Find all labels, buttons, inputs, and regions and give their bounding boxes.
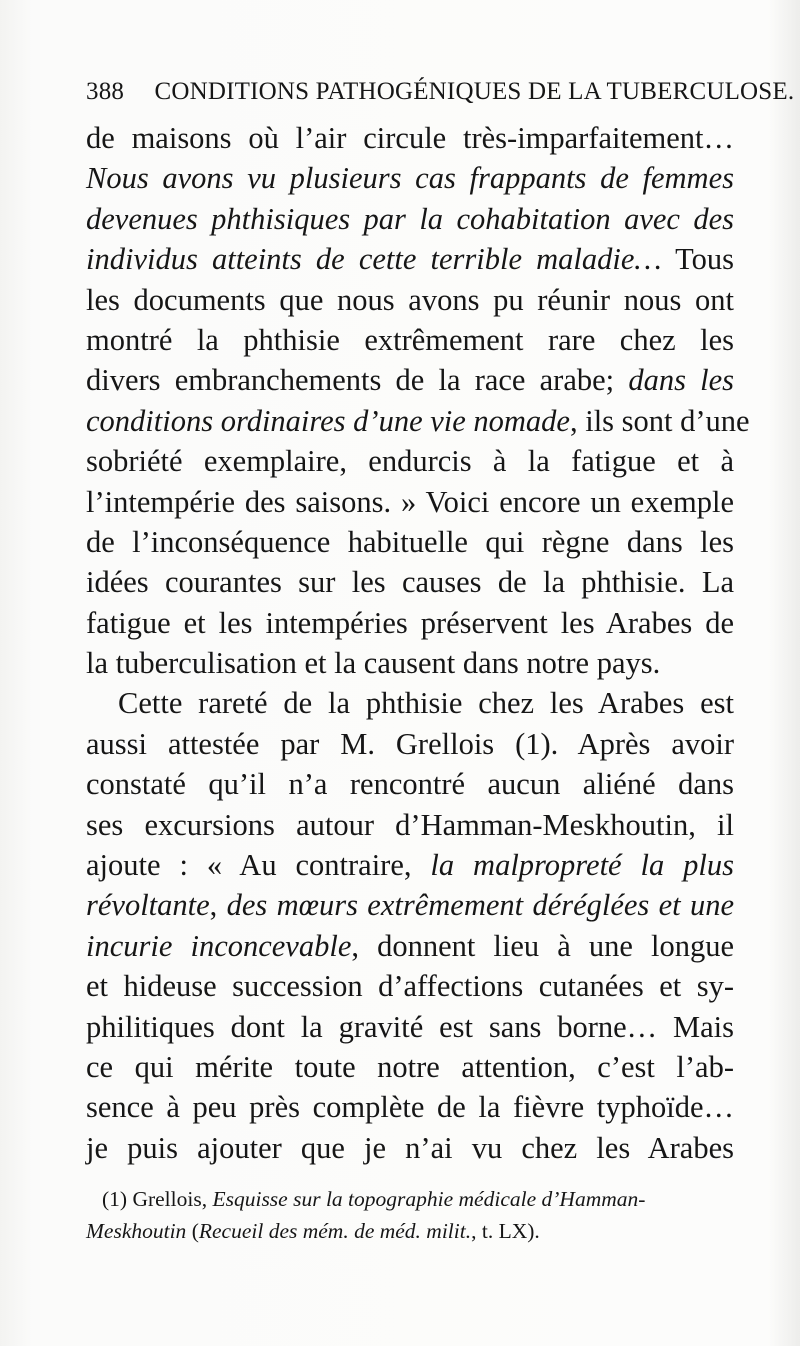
running-title: CONDITIONS PATHOGÉNIQUES DE LA TUBERCULOSE. (154, 78, 795, 105)
text-segment: idées courantes sur les causes de la phthisie. La (86, 565, 734, 600)
text-segment: , donnent lieu à une longue (351, 928, 734, 963)
text-segment: de l’inconséquence habituelle qui règne dans les (86, 524, 734, 559)
text-segment: divers embranchements de la race arabe; (86, 363, 629, 398)
text-segment: aussi attestée par M. Grellois (1). Après avoir (86, 726, 734, 761)
text-line (86, 643, 734, 683)
text-segment: et hideuse succession d’affections cutanées et sy- (86, 969, 734, 1004)
text-line (86, 522, 734, 562)
italic-segment: des mœurs extrêmement déréglées et une (226, 888, 735, 923)
italic-segment: conditions ordinaires d’une vie nomade (86, 403, 570, 438)
italic-segment: Recueil des mém. de méd. milit. (198, 1219, 472, 1243)
text-line (86, 320, 734, 360)
text-segment: constaté qu’il n’a rencontré aucun aliéné dans (86, 767, 734, 802)
text-line (86, 482, 734, 522)
text-segment: les documents que nous avons pu réunir nous ont (86, 282, 734, 317)
text-line (86, 966, 734, 1006)
italic-segment: dans les (628, 363, 735, 398)
text-line (86, 441, 734, 481)
text-segment: Tous (661, 242, 735, 277)
text-line (86, 1007, 734, 1047)
text-line (86, 118, 734, 158)
text-segment: philitiques dont la gravité est sans borne… Mais (86, 1009, 734, 1044)
italic-segment: devenues phthisiques par la cohabitation avec des (86, 201, 734, 236)
text-line (86, 724, 734, 764)
text-segment: ( (186, 1219, 199, 1243)
text-line (86, 280, 734, 320)
text-line (86, 239, 734, 279)
text-segment: l’intempérie des saisons. » Voici encore un exemple (86, 484, 734, 519)
text-line (86, 805, 734, 845)
text-segment: fatigue et les intempéries préservent les Arabes de (86, 605, 734, 640)
italic-segment: Meskhoutin (86, 1219, 187, 1243)
footnote-line (86, 1183, 736, 1215)
text-segment: sobriété exemplaire, endurcis à la fatigue et à (86, 444, 734, 479)
footnote-line (86, 1215, 736, 1247)
text-segment: Cette rareté de la phthisie chez les Arabes est (118, 686, 734, 721)
text-segment: (1) Grellois, (102, 1187, 213, 1211)
text-segment: montré la phthisie extrêmement rare chez les (86, 322, 734, 357)
text-segment: , ils sont d’une (569, 403, 750, 438)
text-line (86, 1047, 734, 1087)
text-segment: ce qui mérite toute notre attention, c’est l’ab- (86, 1049, 734, 1084)
italic-segment: individus atteints de cette terrible maladie… (86, 242, 662, 277)
italic-segment: révoltante (86, 888, 210, 923)
text-segment: , t. LX). (471, 1219, 540, 1243)
text-line (86, 360, 734, 400)
text-segment: ajoute : « Au contraire, (86, 848, 431, 883)
body-text (86, 118, 750, 1168)
text-line (86, 1128, 734, 1168)
text-segment: je puis ajouter que je n’ai vu chez les Arabes (86, 1130, 734, 1165)
text-segment: de maisons où l’air circule très-imparfaitement… (86, 121, 734, 155)
text-line (86, 158, 734, 198)
text-line (86, 885, 734, 925)
text-segment: la tuberculisation et la causent dans notre pays. (86, 646, 661, 681)
text-line (86, 683, 734, 723)
text-line (86, 764, 734, 804)
text-segment: , (209, 888, 227, 923)
text-segment: sence à peu près complète de la fièvre typhoïde… (86, 1090, 734, 1125)
text-line (86, 1087, 734, 1127)
text-line (86, 401, 750, 441)
italic-segment: la malpropreté la plus (430, 848, 734, 883)
italic-segment: Esquisse sur la topographie médicale d’Hamman- (212, 1187, 646, 1211)
text-line (86, 926, 734, 966)
footnote (86, 1183, 736, 1247)
italic-segment: incurie inconcevable (86, 928, 352, 963)
text-line (86, 562, 734, 602)
text-line (86, 845, 734, 885)
running-header (86, 78, 795, 114)
text-segment: ses excursions autour d’Hamman-Meskhoutin, il (86, 807, 734, 842)
page-number: 388 (86, 78, 125, 105)
text-line (86, 603, 734, 643)
italic-segment: Nous avons vu plusieurs cas frappants de femmes (86, 161, 734, 196)
text-line (86, 199, 734, 239)
